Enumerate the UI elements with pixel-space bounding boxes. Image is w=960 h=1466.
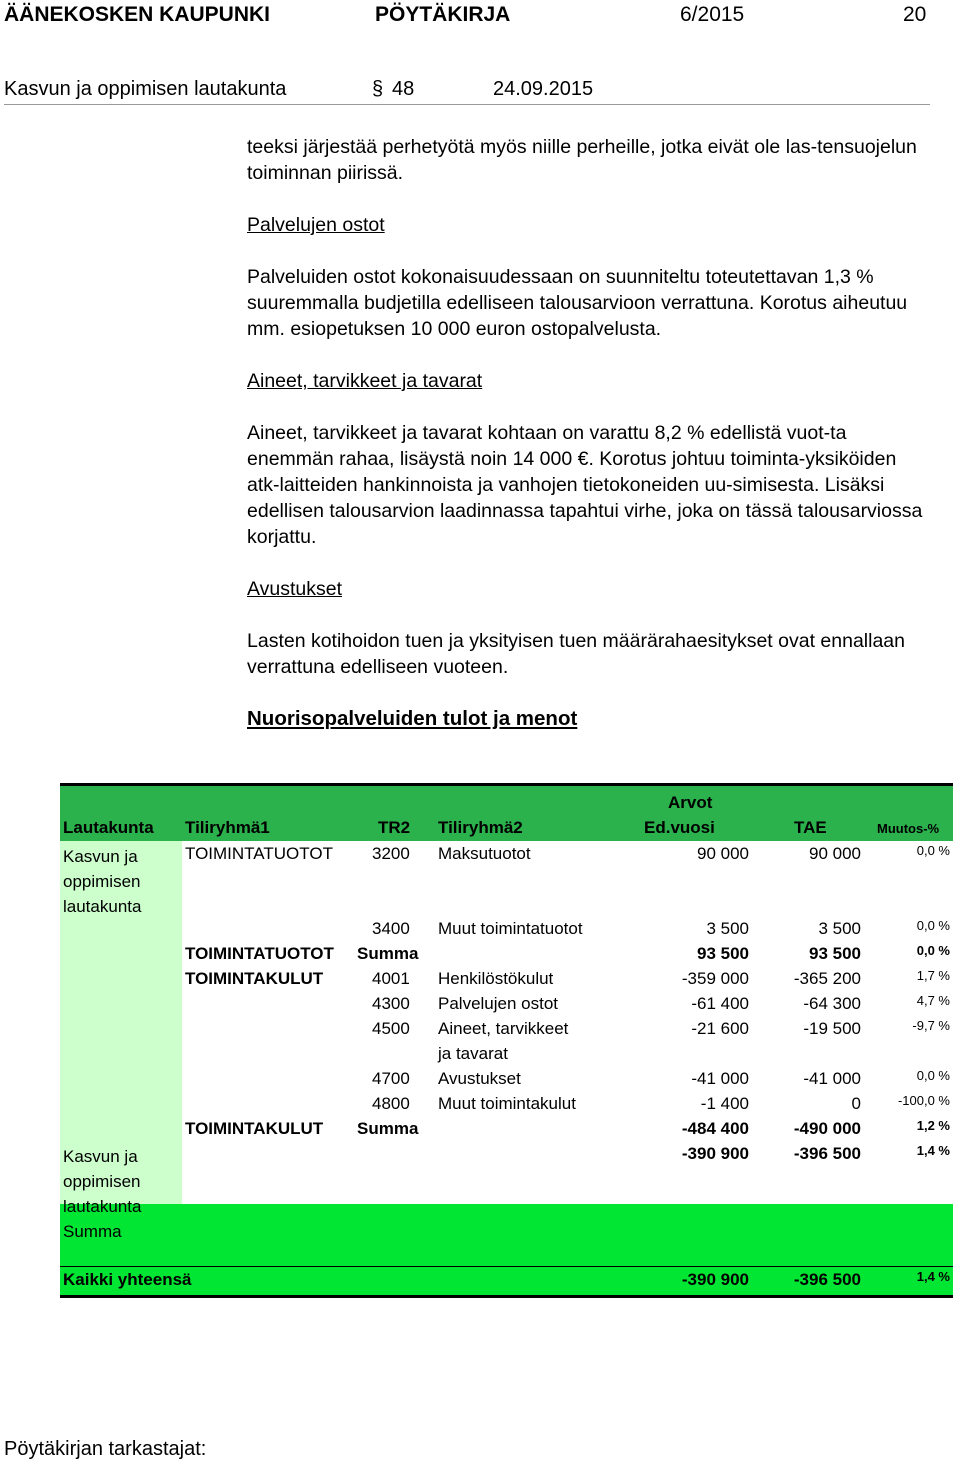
table-row (60, 1066, 953, 1091)
section-text-aineet: Aineet, tarvikkeet ja tavarat kohtaan on varattu 8,2 % edellistä vuot-ta enemmän rahaa, lisäystä noin 14 000 €. Korotus johtuu toiminta-yksiköiden atk-laitteiden hankinnoista ja vanhojen tietokoneiden uu-simisesta. Lisäksi edellisen talousarvion laadinnassa tapahtui virhe, joka on tässä talousarviossa korjattu. (247, 422, 923, 548)
section-number: 48 (392, 78, 415, 100)
header-muutos: Muutos-% (877, 821, 940, 836)
header-tr2: TR2 (378, 818, 411, 837)
summary-edvuosi: -390 900 (681, 1144, 749, 1163)
section-text-avustukset: Lasten kotihoidon tuen ja yksityisen tuen määrärahaesitykset ovat ennallaan verrattuna edelliseen vuoteen. (247, 630, 905, 678)
header-tiliryhma1: Tiliryhmä1 (185, 818, 270, 837)
cell-edvuosi: -21 600 (691, 1019, 749, 1038)
cell-tiliryhma1: TOIMINTAKULUT (185, 1119, 324, 1138)
grand-total-row (60, 1266, 953, 1298)
cell-edvuosi: 90 000 (697, 844, 749, 863)
section-title-palvelujen-ostot: Palvelujen ostot (247, 214, 385, 236)
issue-number: 6/2015 (680, 3, 745, 26)
cell-edvuosi: 93 500 (697, 944, 749, 963)
grand-total-label: Kaikki yhteensä (63, 1270, 192, 1289)
cell-muutos: 0,0 % (916, 943, 950, 958)
document-type: PÖYTÄKIRJA (375, 3, 511, 26)
city-name: ÄÄNEKOSKEN KAUPUNKI (4, 3, 271, 26)
cell-edvuosi: -1 400 (700, 1094, 749, 1113)
cell-tr2: 3200 (372, 844, 410, 863)
table-row (60, 916, 953, 941)
cell-muutos: -9,7 % (912, 1018, 950, 1033)
cell-muutos: 1,2 % (916, 1118, 950, 1133)
table-row (60, 966, 953, 991)
section-text-palvelujen-ostot: Palveluiden ostot kokonaisuudessaan on suunniteltu toteutettavan 1,3 % suuremmalla budjetilla edelliseen talousarvioon verrattuna. Korotus aiheutuu mm. esiopetuksen 10 000 euron ostopalvelusta. (247, 266, 908, 340)
cell-tiliryhma2: Muut toimintatuotot (438, 919, 583, 938)
cell-tr2: 4001 (372, 969, 410, 988)
summary-row (60, 1141, 953, 1241)
summary-label-line: Kasvun ja (63, 1147, 138, 1166)
page-number: 20 (903, 3, 927, 26)
summary-tae: -396 500 (793, 1144, 861, 1163)
table-row (60, 991, 953, 1016)
section-title-avustukset: Avustukset (247, 578, 343, 600)
cell-tr2: Summa (357, 1119, 419, 1138)
cell-tae: 3 500 (818, 919, 861, 938)
cell-tiliryhma1: TOIMINTATUOTOT (185, 844, 333, 863)
cell-tae: -490 000 (793, 1119, 861, 1138)
meeting-date: 24.09.2015 (493, 78, 594, 100)
cell-edvuosi: -41 000 (691, 1069, 749, 1088)
header-lautakunta: Lautakunta (63, 818, 154, 837)
table-row (60, 1091, 953, 1116)
cell-tr2: 3400 (372, 919, 410, 938)
cell-tiliryhma2: Palvelujen ostot (438, 994, 559, 1013)
section-symbol: § (372, 78, 384, 100)
lautakunta-line: oppimisen (63, 872, 141, 891)
header-arvot: Arvot (668, 793, 713, 812)
cell-edvuosi: -484 400 (681, 1119, 749, 1138)
cell-tiliryhma2: Maksutuotot (438, 844, 531, 863)
header-tae: TAE (794, 818, 827, 837)
table-row (60, 941, 953, 966)
lautakunta-line: Kasvun ja (63, 847, 138, 866)
summary-label-line: Summa (63, 1222, 122, 1241)
cell-tae: 0 (851, 1094, 861, 1113)
table-row (60, 841, 953, 866)
cell-tiliryhma2: Henkilöstökulut (438, 969, 554, 988)
summary-label-line: oppimisen (63, 1172, 141, 1191)
summary-muutos: 1,4 % (916, 1143, 950, 1158)
section-title-aineet: Aineet, tarvikkeet ja tavarat (247, 370, 483, 392)
cell-tae: -365 200 (793, 969, 861, 988)
header-divider (4, 104, 930, 105)
cell-muutos: 0,0 % (916, 1068, 950, 1083)
cell-tr2: Summa (357, 944, 419, 963)
header-tiliryhma2: Tiliryhmä2 (438, 818, 523, 837)
table-row (60, 1116, 953, 1141)
budget-table (60, 783, 953, 1241)
header-edvuosi: Ed.vuosi (644, 818, 715, 837)
cell-tae: 90 000 (809, 844, 861, 863)
board-name: Kasvun ja oppimisen lautakunta (4, 78, 287, 100)
grand-total-muutos: 1,4 % (916, 1269, 950, 1284)
cell-muutos: 0,0 % (916, 843, 950, 858)
cell-tiliryhma2: Muut toimintakulut (438, 1094, 576, 1113)
cell-tiliryhma1: TOIMINTATUOTOT (185, 944, 334, 963)
summary-label (63, 1144, 141, 1244)
grand-total-tae: -396 500 (793, 1270, 861, 1289)
intro-paragraph: teeksi järjestää perhetyötä myös niille perheille, jotka eivät ole las-tensuojelun toiminnan piirissä. (247, 136, 917, 184)
cell-tiliryhma2: Avustukset (438, 1069, 521, 1088)
table-title: Nuorisopalveluiden tulot ja menot (247, 707, 578, 730)
cell-tae: -19 500 (803, 1019, 861, 1038)
cell-tae: -64 300 (803, 994, 861, 1013)
cell-muutos: 0,0 % (916, 918, 950, 933)
cell-tiliryhma2: Aineet, tarvikkeet (438, 1019, 569, 1038)
cell-tiliryhma2-line2: ja tavarat (438, 1044, 508, 1063)
cell-muutos: 1,7 % (916, 968, 950, 983)
cell-tr2: 4700 (372, 1069, 410, 1088)
cell-tiliryhma1: TOIMINTAKULUT (185, 969, 324, 988)
cell-muutos: -100,0 % (897, 1093, 950, 1108)
lautakunta-line: lautakunta (63, 897, 142, 916)
cell-tae: 93 500 (809, 944, 861, 963)
cell-tr2: 4300 (372, 994, 410, 1013)
table-header (60, 783, 953, 841)
cell-muutos: 4,7 % (916, 993, 950, 1008)
grand-total-edvuosi: -390 900 (681, 1270, 749, 1289)
cell-tr2: 4800 (372, 1094, 410, 1113)
table-row (60, 1016, 953, 1066)
summary-label-line: lautakunta (63, 1197, 142, 1216)
cell-tr2: 4500 (372, 1019, 410, 1038)
cell-tae: -41 000 (803, 1069, 861, 1088)
cell-edvuosi: 3 500 (706, 919, 749, 938)
reviewers-label: Pöytäkirjan tarkastajat: (4, 1438, 207, 1460)
cell-edvuosi: -61 400 (691, 994, 749, 1013)
cell-edvuosi: -359 000 (681, 969, 749, 988)
